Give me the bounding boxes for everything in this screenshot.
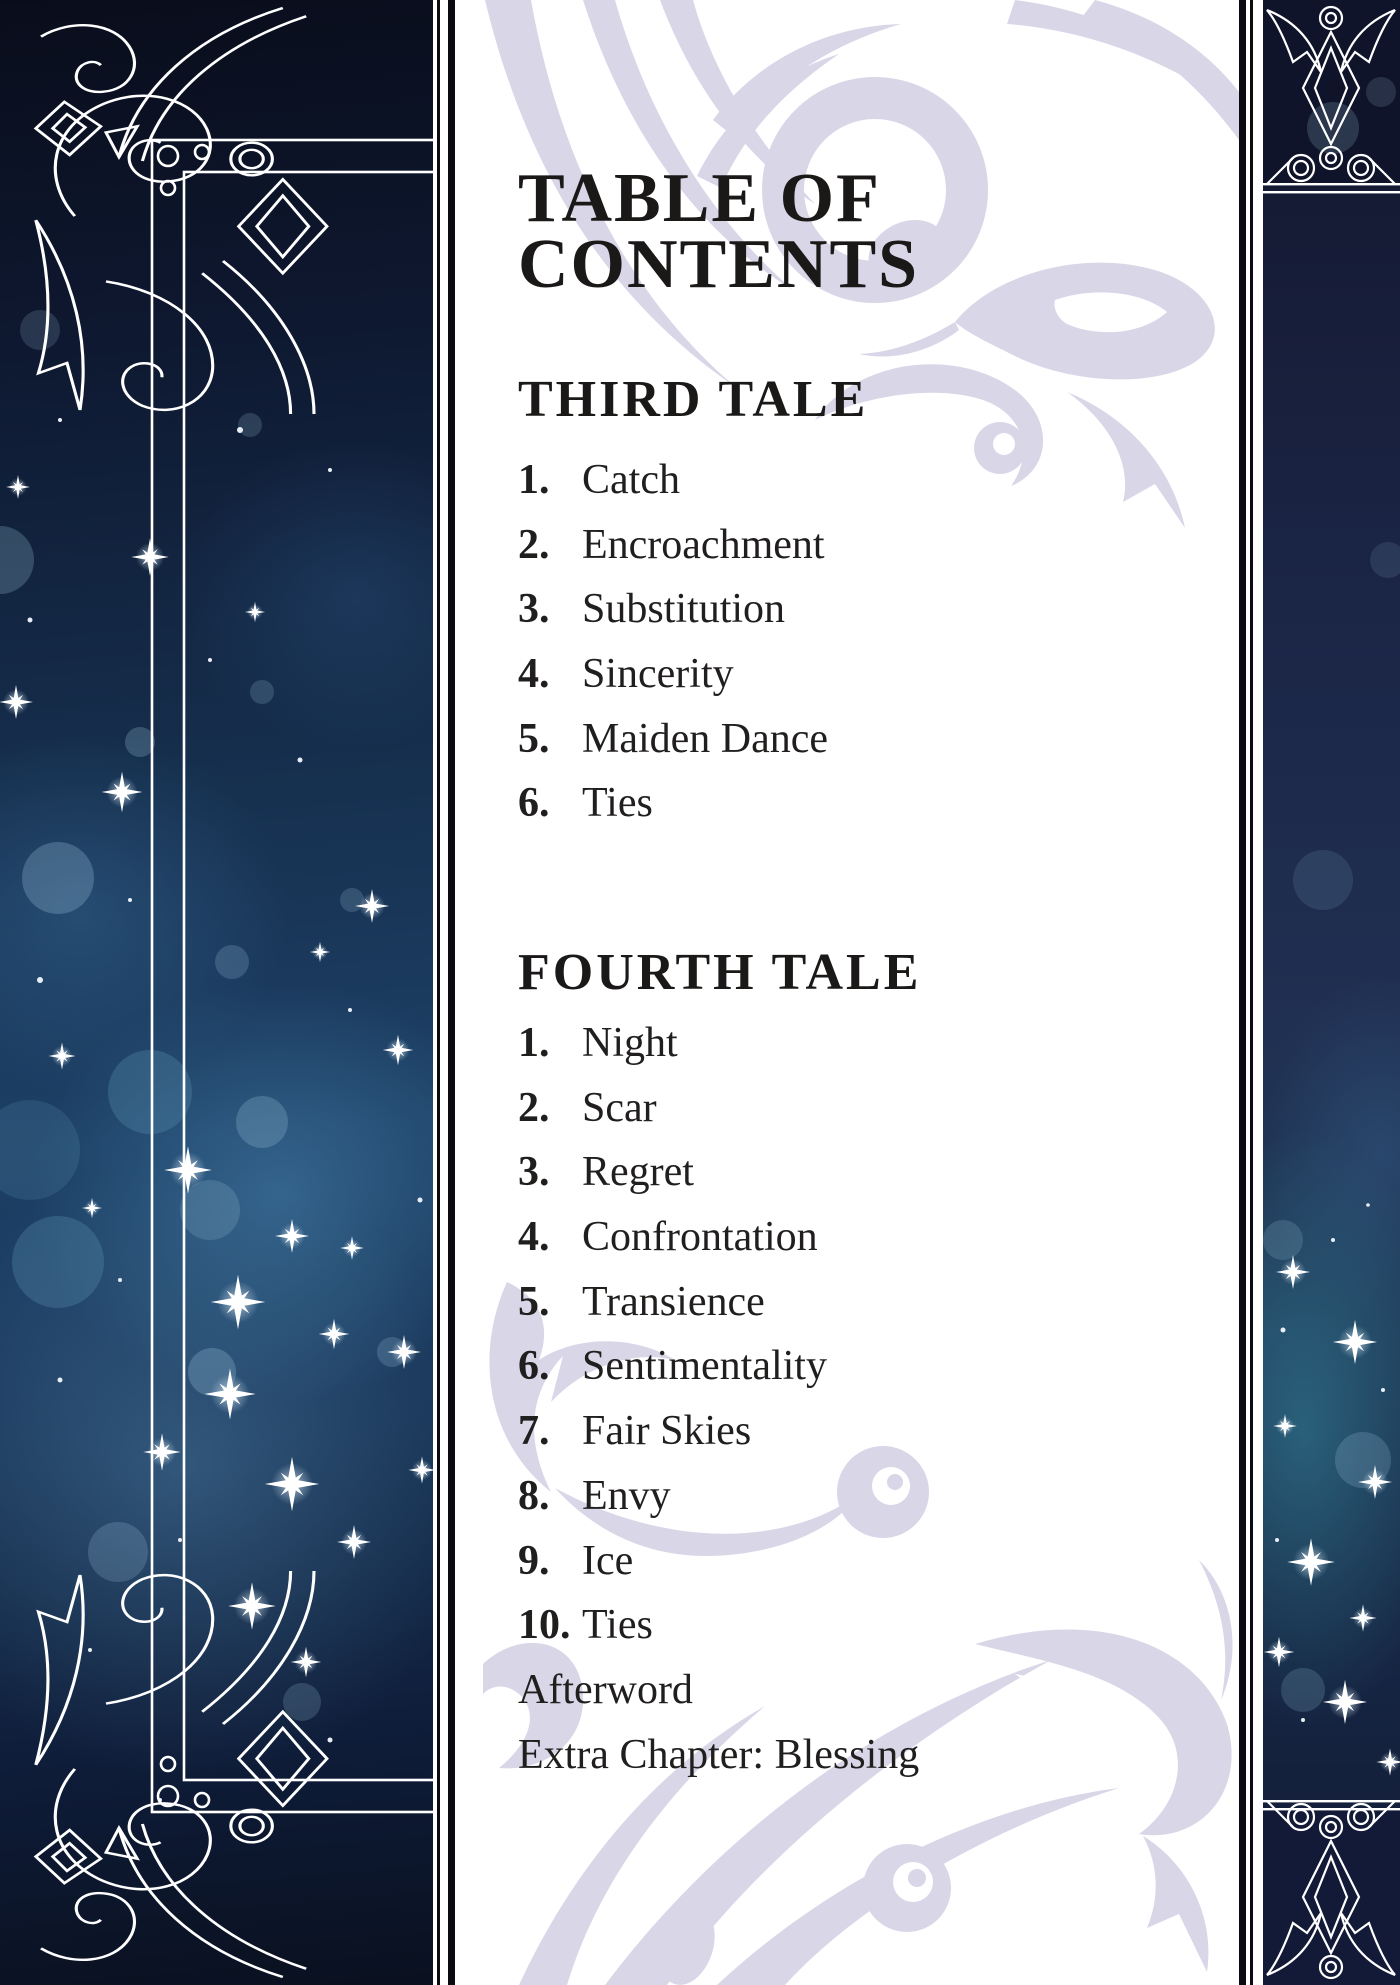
toc-item	[518, 577, 828, 642]
bottom-band	[1263, 1808, 1400, 1985]
toc-item-title: Ties	[582, 780, 653, 827]
toc-item-title: Ice	[582, 1537, 634, 1584]
toc-item-title: Confrontation	[582, 1214, 818, 1261]
toc-item-title: Encroachment	[582, 521, 825, 568]
left-panel-decor	[0, 0, 433, 1985]
toc-item-number: 2.	[518, 521, 550, 568]
corner-filigree-top	[36, 8, 327, 414]
toc-item-number: 10.	[518, 1602, 571, 1649]
toc-item	[518, 642, 828, 707]
toc-item-number: 8.	[518, 1472, 550, 1519]
bokeh-lights	[0, 310, 407, 1721]
small-star-dots	[28, 418, 423, 1802]
section-heading-fourth-tale: FOURTH TALE	[518, 944, 922, 1001]
corner-filigree-bottom	[36, 1571, 327, 1977]
left-ornamental-panel	[0, 0, 433, 1985]
table-of-contents-page	[455, 0, 1239, 1985]
toc-item-number: 7.	[518, 1408, 550, 1455]
toc-item-title: Maiden Dance	[582, 715, 829, 762]
right-ornamental-panel	[1263, 0, 1400, 1985]
toc-item	[518, 1399, 919, 1464]
toc-item-number: 3.	[518, 1149, 550, 1196]
section-heading-third-tale: THIRD TALE	[518, 371, 869, 428]
toc-item-number: 1.	[518, 457, 550, 503]
toc-item-title: Fair Skies	[582, 1408, 752, 1455]
toc-item-title: Scar	[582, 1084, 657, 1131]
toc-item	[518, 1270, 919, 1335]
toc-item-title: Night	[582, 1020, 678, 1066]
toc-item	[518, 771, 828, 836]
toc-item-number: 6.	[518, 1343, 550, 1390]
toc-item-number: 5.	[518, 715, 550, 762]
toc-item-number: 4.	[518, 651, 550, 698]
page-title	[518, 160, 920, 303]
toc-item	[518, 1205, 919, 1270]
page-title-line-2: CONTENTS	[518, 226, 920, 303]
page-edge-rule-right	[1239, 0, 1263, 1985]
page-title-line-1: TABLE OF	[518, 160, 881, 237]
toc-item-number: 6.	[518, 780, 550, 827]
toc-item-title: Ties	[582, 1602, 653, 1649]
page-edge-rule-left	[433, 0, 455, 1985]
toc-item-title: Envy	[582, 1472, 671, 1519]
toc-item-title: Extra Chapter: Blessing	[518, 1731, 920, 1778]
toc-item	[518, 1140, 919, 1205]
right-panel-decor	[1263, 0, 1400, 1985]
star-sparkles	[0, 475, 433, 1677]
toc-item-title: Transience	[582, 1278, 765, 1325]
inner-frame-border	[152, 140, 433, 1812]
toc-item-title: Substitution	[582, 586, 786, 633]
toc-item	[518, 1464, 919, 1529]
toc-item-afterword	[518, 1658, 919, 1723]
toc-item	[518, 707, 828, 772]
toc-item-extra-chapter	[518, 1723, 919, 1788]
toc-item-number: 5.	[518, 1278, 550, 1325]
toc-item-title: Sincerity	[582, 651, 734, 698]
toc-item-number: 3.	[518, 586, 550, 633]
toc-item	[518, 1011, 919, 1076]
toc-item	[518, 1593, 919, 1658]
toc-item-title: Catch	[582, 457, 680, 503]
toc-item-number: 2.	[518, 1084, 550, 1131]
toc-item-number: 4.	[518, 1214, 550, 1261]
toc-item	[518, 513, 828, 578]
toc-list-fourth-tale	[518, 1011, 919, 1787]
toc-item-number: 9.	[518, 1537, 550, 1584]
bokeh-lights	[1263, 77, 1400, 1712]
toc-item-title: Sentimentality	[582, 1343, 827, 1390]
toc-item	[518, 448, 828, 513]
toc-list-third-tale	[518, 448, 828, 836]
toc-item	[518, 1076, 919, 1141]
toc-item	[518, 1529, 919, 1594]
toc-item-title: Regret	[582, 1149, 694, 1196]
toc-item-title: Afterword	[518, 1666, 693, 1713]
toc-item	[518, 1334, 919, 1399]
toc-item-number: 1.	[518, 1020, 550, 1066]
